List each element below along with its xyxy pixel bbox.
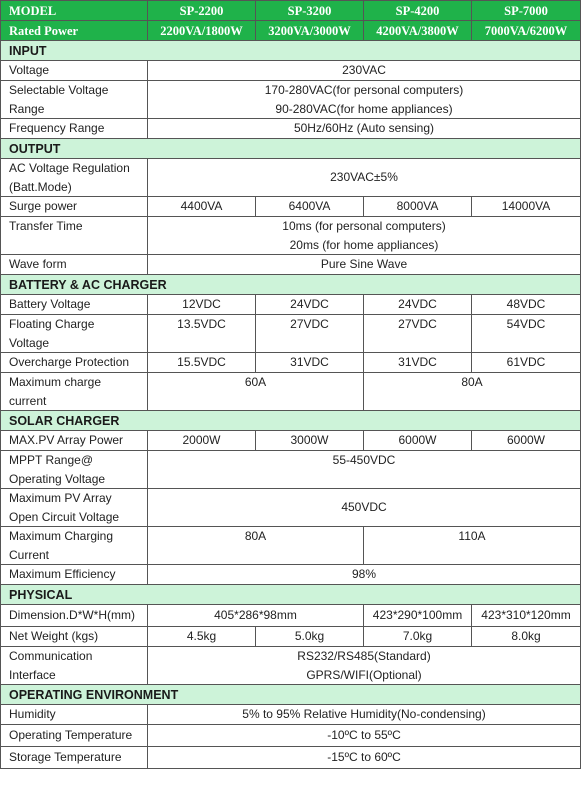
table-row — [1, 353, 581, 373]
row-label-line: Floating Charge — [9, 317, 95, 331]
row-value: 31VDC — [256, 353, 364, 373]
row-label-line: Communication — [9, 649, 93, 663]
row-value: 4.5kg — [148, 627, 256, 647]
row-label — [1, 159, 148, 197]
row-value: 24VDC — [364, 295, 472, 315]
row-value: 3000W — [256, 431, 364, 451]
row-label-line: Current — [9, 547, 50, 562]
row-value: 8000VA — [364, 197, 472, 217]
row-label-line: current — [9, 393, 47, 408]
row-value: Pure Sine Wave — [148, 255, 581, 275]
row-value: 450VDC — [148, 489, 581, 527]
row-label: Wave form — [1, 255, 148, 275]
row-label-line: AC Voltage Regulation — [9, 161, 130, 175]
row-label-line: Maximum charge — [9, 375, 102, 389]
model-row — [1, 1, 581, 21]
row-value: 55-450VDC — [148, 451, 581, 489]
row-value: -15ºC to 60ºC — [148, 747, 581, 769]
row-value: 8.0kg — [472, 627, 581, 647]
row-label-line: (Batt.Mode) — [9, 179, 72, 194]
section-title: PHYSICAL — [1, 585, 581, 605]
row-value-line: 20ms (for home appliances) — [289, 237, 439, 252]
row-label: Voltage — [1, 61, 148, 81]
row-value: 4400VA — [148, 197, 256, 217]
row-label-line: Operating Voltage — [9, 471, 106, 486]
table-row — [1, 315, 581, 353]
row-value: 27VDC — [364, 315, 472, 353]
row-value: 48VDC — [472, 295, 581, 315]
table-row — [1, 81, 581, 119]
table-row — [1, 565, 581, 585]
rated-power-value: 7000VA/6200W — [472, 21, 581, 41]
row-value: 60A — [148, 373, 364, 411]
row-value: 15.5VDC — [148, 353, 256, 373]
row-label: MAX.PV Array Power — [1, 431, 148, 451]
row-value: 110A — [364, 527, 581, 565]
row-value: 423*290*100mm — [364, 605, 472, 627]
section-title: OPERATING ENVIRONMENT — [1, 685, 581, 705]
row-value-line: GPRS/WIFI(Optional) — [306, 667, 422, 682]
row-label — [1, 647, 148, 685]
table-row — [1, 197, 581, 217]
row-value: 6000W — [364, 431, 472, 451]
row-label — [1, 489, 148, 527]
section-output — [1, 139, 581, 159]
row-label-line: Open Circuit Voltage — [9, 509, 120, 524]
row-value-line: 10ms (for personal computers) — [282, 219, 446, 233]
row-label-line: Maximum PV Array — [9, 491, 112, 505]
table-row — [1, 159, 581, 197]
row-value: 50Hz/60Hz (Auto sensing) — [148, 119, 581, 139]
section-title: BATTERY & AC CHARGER — [1, 275, 581, 295]
row-label-line: Maximum Charging — [9, 529, 114, 543]
row-value-line: 170-280VAC(for personal computers) — [264, 83, 464, 97]
row-value: 6400VA — [256, 197, 364, 217]
model-label: MODEL — [1, 1, 148, 21]
model-sp-2200: SP-2200 — [148, 1, 256, 21]
rated-power-value: 2200VA/1800W — [148, 21, 256, 41]
row-value: 2000W — [148, 431, 256, 451]
model-sp-3200: SP-3200 — [256, 1, 364, 21]
table-row — [1, 255, 581, 275]
row-value: 7.0kg — [364, 627, 472, 647]
row-label: Humidity — [1, 705, 148, 725]
row-label — [1, 451, 148, 489]
rated-power-label: Rated Power — [1, 21, 148, 41]
table-row — [1, 605, 581, 627]
row-label: Frequency Range — [1, 119, 148, 139]
section-title: SOLAR CHARGER — [1, 411, 581, 431]
table-row — [1, 527, 581, 565]
row-label: Surge power — [1, 197, 148, 217]
row-value — [148, 647, 581, 685]
rated-power-value: 3200VA/3000W — [256, 21, 364, 41]
section-solar — [1, 411, 581, 431]
row-value-line: RS232/RS485(Standard) — [297, 649, 431, 663]
row-label: Transfer Time — [1, 217, 148, 255]
table-row — [1, 627, 581, 647]
row-value: 27VDC — [256, 315, 364, 353]
model-sp-4200: SP-4200 — [364, 1, 472, 21]
row-label — [1, 373, 148, 411]
row-value — [148, 81, 581, 119]
row-value: 5% to 95% Relative Humidity(No-condensing) — [148, 705, 581, 725]
row-value: 80A — [364, 373, 581, 411]
section-environment — [1, 685, 581, 705]
row-label — [1, 315, 148, 353]
row-value: 230VAC — [148, 61, 581, 81]
row-value — [148, 217, 581, 255]
row-label: Battery Voltage — [1, 295, 148, 315]
table-row — [1, 61, 581, 81]
row-value: 6000W — [472, 431, 581, 451]
row-label — [1, 81, 148, 119]
row-value: 423*310*120mm — [472, 605, 581, 627]
table-row — [1, 451, 581, 489]
section-battery — [1, 275, 581, 295]
row-label — [1, 527, 148, 565]
table-row — [1, 431, 581, 451]
table-row — [1, 705, 581, 725]
row-label: Net Weight (kgs) — [1, 627, 148, 647]
row-value: 5.0kg — [256, 627, 364, 647]
model-sp-7000: SP-7000 — [472, 1, 581, 21]
row-value: 14000VA — [472, 197, 581, 217]
row-value: 80A — [148, 527, 364, 565]
row-label-line: Interface — [9, 667, 56, 682]
row-value: -10ºC to 55ºC — [148, 725, 581, 747]
row-value: 61VDC — [472, 353, 581, 373]
table-row — [1, 119, 581, 139]
row-label-line: Range — [9, 101, 45, 116]
row-value: 98% — [148, 565, 581, 585]
row-label: Storage Temperature — [1, 747, 148, 769]
table-row — [1, 747, 581, 769]
rated-power-value: 4200VA/3800W — [364, 21, 472, 41]
row-value: 405*286*98mm — [148, 605, 364, 627]
row-label-line: Voltage — [9, 335, 50, 350]
section-title: INPUT — [1, 41, 581, 61]
row-value: 230VAC±5% — [148, 159, 581, 197]
row-label: Operating Temperature — [1, 725, 148, 747]
table-row — [1, 373, 581, 411]
table-row — [1, 295, 581, 315]
row-label-line: MPPT Range@ — [9, 453, 93, 467]
rated-power-row — [1, 21, 581, 41]
row-label-line: Selectable Voltage — [9, 83, 109, 97]
row-label: Overcharge Protection — [1, 353, 148, 373]
table-row — [1, 489, 581, 527]
section-physical — [1, 585, 581, 605]
row-value: 13.5VDC — [148, 315, 256, 353]
row-value: 24VDC — [256, 295, 364, 315]
row-value-line: 90-280VAC(for home appliances) — [275, 101, 453, 116]
section-input — [1, 41, 581, 61]
table-row — [1, 725, 581, 747]
row-value: 54VDC — [472, 315, 581, 353]
row-value: 31VDC — [364, 353, 472, 373]
table-row — [1, 647, 581, 685]
row-label: Dimension.D*W*H(mm) — [1, 605, 148, 627]
row-label: Maximum Efficiency — [1, 565, 148, 585]
section-title: OUTPUT — [1, 139, 581, 159]
table-row — [1, 217, 581, 255]
row-value: 12VDC — [148, 295, 256, 315]
